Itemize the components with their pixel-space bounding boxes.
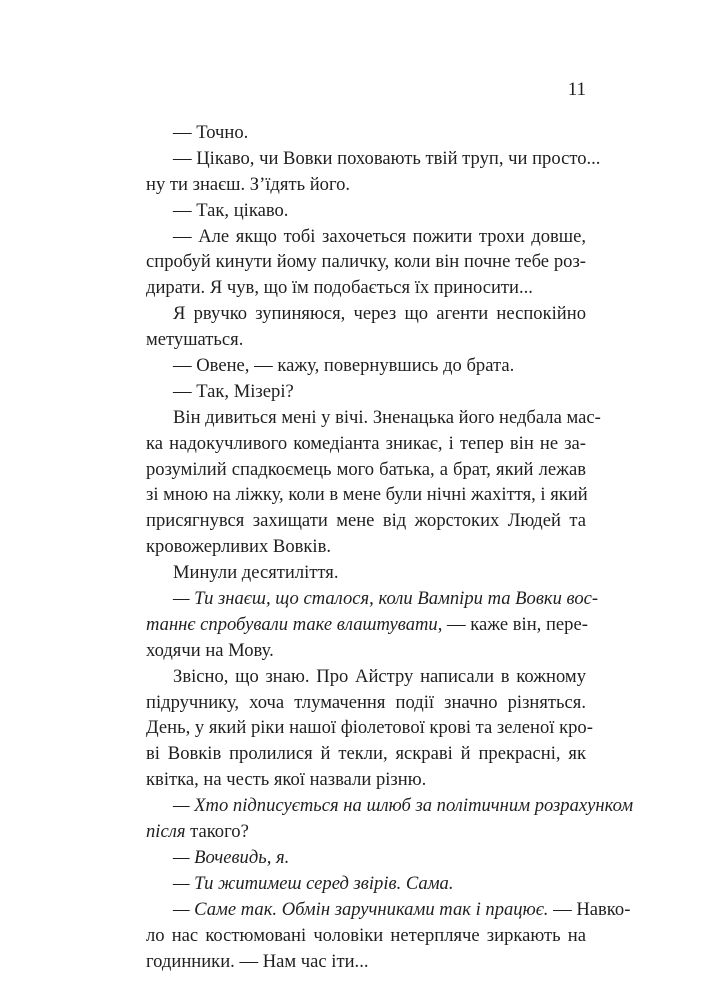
text-segment: Він дивиться мені у вічі. Зненацька його недбала мас-: [173, 406, 601, 428]
text-segment: дирати. Я чув, що їм подобається їх приносити...: [146, 277, 533, 299]
text-line: [146, 767, 586, 793]
text-line: [146, 275, 586, 301]
text-line: [146, 508, 586, 534]
text-segment: ві Вовків пролилися й текли, яскраві й прекрасні, як: [146, 743, 586, 765]
text-line: [146, 845, 586, 871]
text-segment: — Овене, — кажу, повернувшись до брата.: [173, 355, 515, 377]
text-line: [146, 482, 586, 508]
italic-text: — Саме так. Обмін заручниками так і працює.: [173, 898, 549, 920]
page-number: 11: [567, 79, 586, 100]
text-line: [146, 871, 586, 897]
text-segment: спробуй кинути йому паличку, коли він почне тебе роз-: [146, 251, 586, 273]
text-segment: ло нас костюмовані чоловіки нетерпляче зиркають на: [146, 924, 586, 946]
text-line: [146, 120, 586, 146]
text-line: [146, 327, 586, 353]
text-segment: — Навко-: [548, 898, 631, 920]
text-line: [146, 715, 593, 741]
italic-text: після: [146, 821, 186, 843]
italic-text: таннє спробували таке влаштувати: [146, 613, 438, 635]
text-line: [146, 819, 586, 845]
text-segment: присягнувся захищати мене від жорстоких Людей та: [146, 510, 586, 532]
text-line: [146, 431, 586, 457]
text-segment: ходячи на Мову.: [146, 639, 274, 661]
text-segment: — Так, Мізері?: [173, 380, 294, 402]
italic-text: — Ти житимеш серед звірів. Сама.: [173, 872, 454, 894]
text-line: [146, 949, 586, 975]
text-line: [146, 690, 586, 716]
text-segment: розумілий спадкоємець мого батька, а брат, який лежав: [146, 458, 586, 480]
text-segment: квітка, на честь якої назвали різню.: [146, 769, 427, 791]
text-segment: Звісно, що знаю. Про Айстру написали в кожному: [173, 665, 586, 687]
text-line: [146, 534, 586, 560]
text-segment: День, у який ріки нашої фіолетової крові та зеленої кро-: [146, 717, 593, 739]
text-line: [146, 638, 586, 664]
text-segment: ну ти знаєш. З’їдять його.: [146, 173, 351, 195]
text-line: [146, 146, 601, 172]
text-segment: , — каже він, пере-: [437, 613, 588, 635]
text-segment: — Так, цікаво.: [173, 199, 289, 221]
text-segment: — Але якщо тобі захочеться пожити трохи довше,: [173, 225, 586, 247]
text-line: [146, 923, 586, 949]
text-segment: підручнику, хоча тлумачення події значно різняться.: [146, 691, 586, 713]
text-line: [146, 586, 599, 612]
text-segment: метушаться.: [146, 329, 244, 351]
text-line: [146, 457, 586, 483]
text-segment: Минули десятиліття.: [173, 562, 339, 584]
text-segment: Я рвучко зупиняюся, через що агенти неспокійно: [173, 303, 586, 325]
italic-text: — Ти знаєш, що сталося, коли Вампіри та Вовки вос-: [173, 588, 599, 610]
text-segment: годинники. — Нам час іти...: [146, 950, 369, 972]
text-segment: кровожерливих Вовків.: [146, 536, 332, 558]
text-segment: — Цікаво, чи Вовки поховають твій труп, чи просто...: [173, 147, 601, 169]
text-line: [146, 301, 586, 327]
text-line: [146, 560, 586, 586]
text-line: [146, 897, 631, 923]
text-line: [146, 405, 601, 431]
text-line: [146, 198, 586, 224]
text-segment: ка надокучливого комедіанта зникає, і тепер він не за-: [146, 432, 586, 454]
text-line: [146, 793, 634, 819]
italic-text: — Хто підписується на шлюб за політичним розрахунком: [173, 795, 634, 817]
body-text: [146, 120, 634, 974]
text-line: [146, 379, 586, 405]
text-line: [146, 224, 586, 250]
text-line: [146, 353, 586, 379]
italic-text: — Вочевидь, я.: [173, 846, 290, 868]
text-segment: такого?: [185, 821, 249, 843]
text-line: [146, 172, 586, 198]
text-line: [146, 612, 586, 638]
text-segment: — Точно.: [173, 122, 249, 143]
text-segment: зі мною на ліжку, коли в мене були нічні жахіття, і який: [146, 484, 588, 506]
text-line: [146, 664, 586, 690]
text-line: [146, 741, 586, 767]
text-line: [146, 249, 586, 275]
